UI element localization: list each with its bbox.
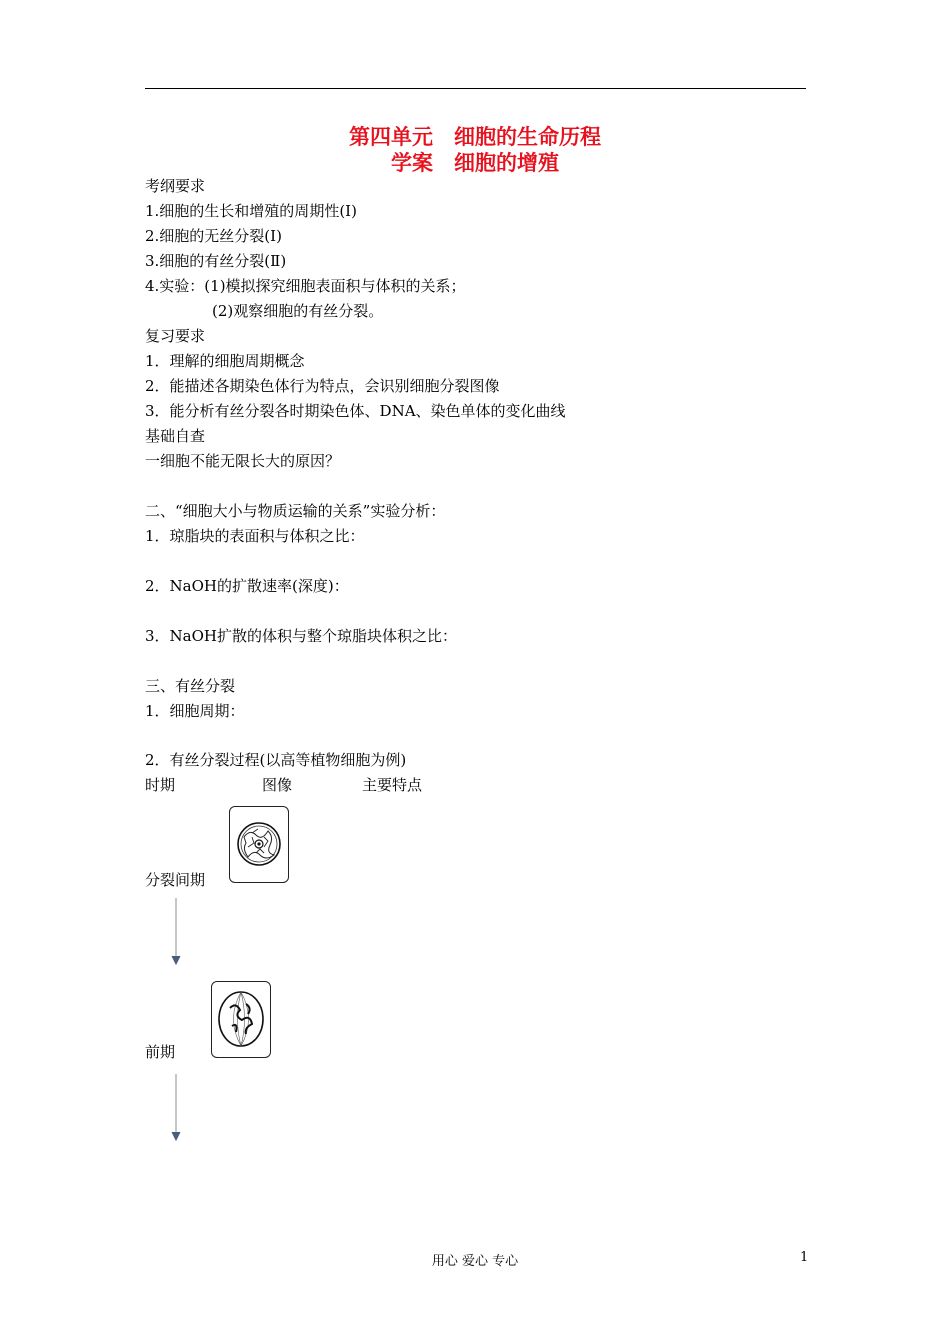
stage-label-interphase: 分裂间期 (145, 871, 206, 889)
syllabus-item-1: 1.细胞的生长和增殖的周期性(Ⅰ) (145, 202, 357, 220)
stage-label-prophase: 前期 (145, 1043, 176, 1061)
lesson-title: 学案 细胞的增殖 (391, 151, 559, 175)
prophase-cell-icon (211, 981, 271, 1058)
section-2-item-2: 2．NaOH的扩散速率(深度)： (145, 577, 349, 595)
review-item-1: 1．理解的细胞周期概念 (145, 352, 305, 370)
review-item-3: 3．能分析有丝分裂各时期染色体、DNA、染色单体的变化曲线 (145, 402, 566, 420)
basics-heading: 基础自查 (145, 427, 206, 445)
column-header-features: 主要特点 (362, 776, 423, 794)
syllabus-heading: 考纲要求 (145, 177, 206, 195)
syllabus-item-2: 2.细胞的无丝分裂(Ⅰ) (145, 227, 282, 245)
down-arrow-icon (170, 896, 182, 966)
interphase-cell-icon (229, 806, 289, 883)
page-number: 1 (800, 1250, 809, 1265)
syllabus-item-4: 4.实验：(1)模拟探究细胞表面积与体积的关系； (145, 277, 466, 295)
section-2-heading: 二、“细胞大小与物质运输的关系”实验分析： (145, 502, 446, 520)
unit-title: 第四单元 细胞的生命历程 (349, 125, 601, 149)
section-2-item-1: 1．琼脂块的表面积与体积之比： (145, 527, 365, 545)
footer-motto: 用心 爱心 专心 (431, 1254, 519, 1269)
column-header-image: 图像 (262, 776, 293, 794)
syllabus-item-3: 3.细胞的有丝分裂(Ⅱ) (145, 252, 287, 270)
section-3-heading: 三、有丝分裂 (145, 677, 236, 695)
header-rule (145, 88, 806, 89)
down-arrow-icon (170, 1072, 182, 1142)
syllabus-item-4-cont: (2)观察细胞的有丝分裂。 (212, 302, 384, 320)
column-header-period: 时期 (145, 776, 176, 794)
review-item-2: 2．能描述各期染色体行为特点，会识别细胞分裂图像 (145, 377, 500, 395)
section-3-item-1: 1．细胞周期： (145, 702, 245, 720)
section-2-item-3: 3．NaOH扩散的体积与整个琼脂块体积之比： (145, 627, 457, 645)
section-3-item-2: 2．有丝分裂过程(以高等植物细胞为例) (145, 751, 407, 769)
basics-question-1: 一细胞不能无限长大的原因？ (145, 452, 341, 470)
review-heading: 复习要求 (145, 327, 206, 345)
